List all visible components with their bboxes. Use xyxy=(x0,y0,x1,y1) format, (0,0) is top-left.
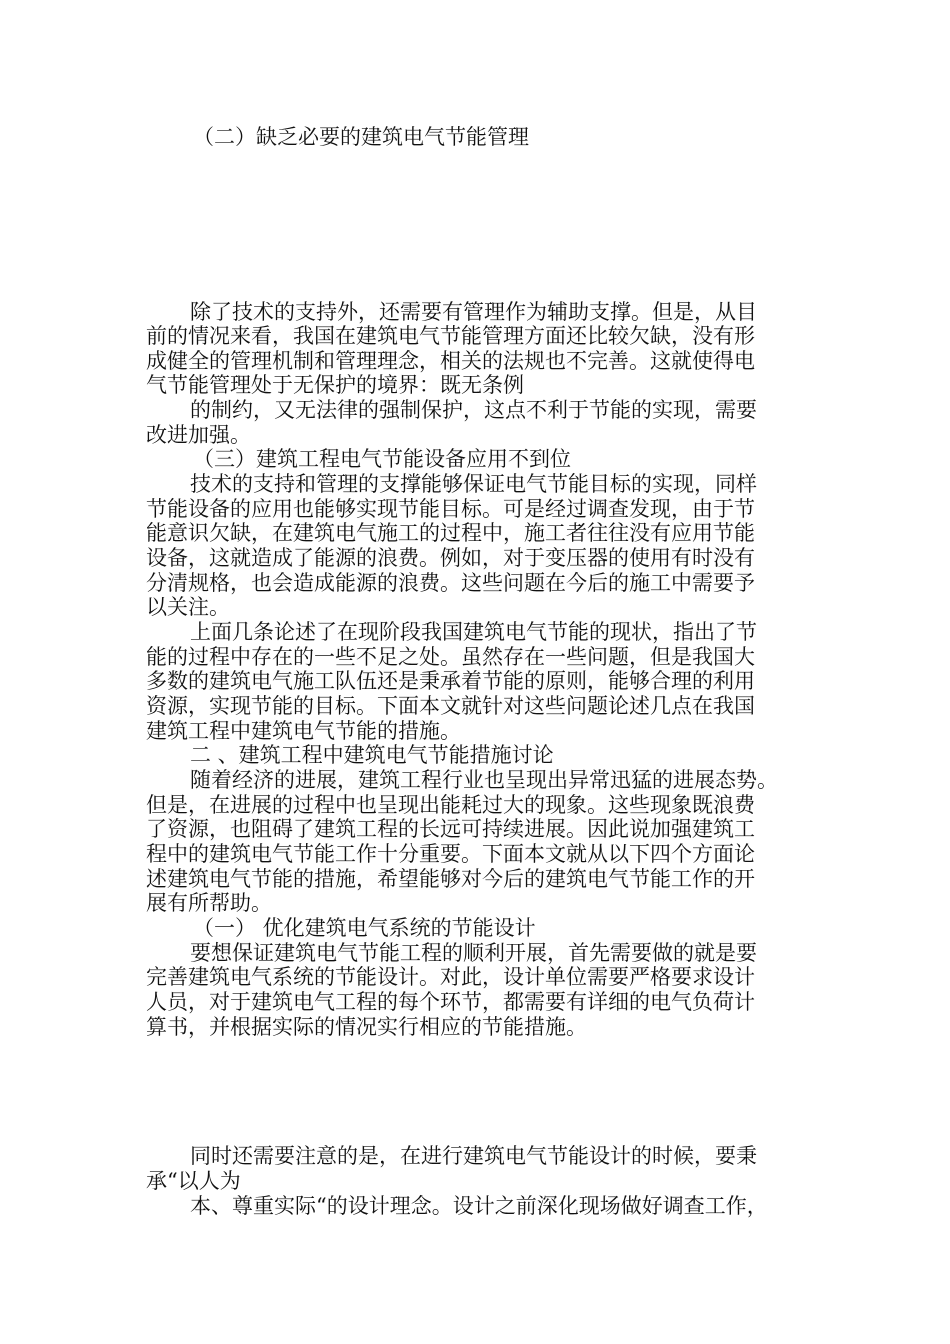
paragraph-line: 技术的支持和管理的支撑能够保证电气节能目标的实现，同样 xyxy=(190,472,757,496)
paragraph-line: 人员，对于建筑电气工程的每个环节，都需要有详细的电气负荷计 xyxy=(146,990,755,1014)
paragraph-line: 但是，在进展的过程中也呈现出能耗过大的现象。这些现象既浪费 xyxy=(146,793,755,817)
paragraph-line: 同时还需要注意的是，在进行建筑电气节能设计的时候，要秉 xyxy=(190,1144,757,1168)
paragraph-line: 建筑工程中建筑电气节能的措施。 xyxy=(146,719,461,743)
paragraph-line: 展有所帮助。 xyxy=(146,891,272,915)
paragraph-line: 述建筑电气节能的措施，希望能够对今后的建筑电气节能工作的开 xyxy=(146,867,755,891)
paragraph-line: 本、尊重实际“的设计理念。设计之前深化现场做好调查工作， xyxy=(190,1194,768,1218)
paragraph-line: 设备，这就造成了能源的浪费。例如，对于变压器的使用有时没有 xyxy=(146,546,755,570)
paragraph-line: 完善建筑电气系统的节能设计。对此，设计单位需要严格要求设计 xyxy=(146,965,755,989)
paragraph-line: 多数的建筑电气施工队伍还是秉承着节能的原则，能够合理的利用 xyxy=(146,669,755,693)
paragraph-line: 的制约，又无法律的强制保护，这点不利于节能的实现，需要 xyxy=(190,398,757,422)
paragraph-line: 节能设备的应用也能够实现节能目标。可是经过调查发现，由于节 xyxy=(146,497,755,521)
paragraph-line: 能意识欠缺，在建筑电气施工的过程中，施工者往往没有应用节能 xyxy=(146,521,755,545)
paragraph-line: 资源，实现节能的目标。下面本文就针对这些问题论述几点在我国 xyxy=(146,694,755,718)
paragraph-line: 改进加强。 xyxy=(146,423,251,447)
paragraph-line: 程中的建筑电气节能工作十分重要。下面本文就从以下四个方面论 xyxy=(146,842,755,866)
section-heading-3: （三）建筑工程电气节能设备应用不到位 xyxy=(193,447,571,471)
paragraph-line: 上面几条论述了在现阶段我国建筑电气节能的现状，指出了节 xyxy=(190,620,757,644)
paragraph-line: 了资源，也阻碍了建筑工程的长远可持续进展。因此说加强建筑工 xyxy=(146,817,755,841)
paragraph-line: 随着经济的进展，建筑工程行业也呈现出异常迅猛的进展态势。 xyxy=(190,768,778,792)
paragraph-line: 成健全的管理机制和管理理念，相关的法规也不完善。这就使得电 xyxy=(146,349,755,373)
section-heading-2: （二）缺乏必要的建筑电气节能管理 xyxy=(193,125,529,149)
paragraph-line: 以关注。 xyxy=(146,595,230,619)
paragraph-line: 除了技术的支持外，还需要有管理作为辅助支撑。但是，从目 xyxy=(190,300,757,324)
section-heading-1: （一） 优化建筑电气系统的节能设计 xyxy=(193,916,536,940)
chapter-heading: 二 、建筑工程中建筑电气节能措施讨论 xyxy=(190,743,554,767)
paragraph-line: 气节能管理处于无保护的境界：既无条例 xyxy=(146,373,524,397)
paragraph-line: 要想保证建筑电气节能工程的顺利开展，首先需要做的就是要 xyxy=(190,941,757,965)
paragraph-line: 算书，并根据实际的情况实行相应的节能措施。 xyxy=(146,1015,587,1039)
paragraph-line: 承“以人为 xyxy=(146,1169,241,1193)
paragraph-line: 能的过程中存在的一些不足之处。虽然存在一些问题，但是我国大 xyxy=(146,645,755,669)
paragraph-line: 分清规格，也会造成能源的浪费。这些问题在今后的施工中需要予 xyxy=(146,571,755,595)
paragraph-line: 前的情况来看，我国在建筑电气节能管理方面还比较欠缺，没有形 xyxy=(146,324,755,348)
